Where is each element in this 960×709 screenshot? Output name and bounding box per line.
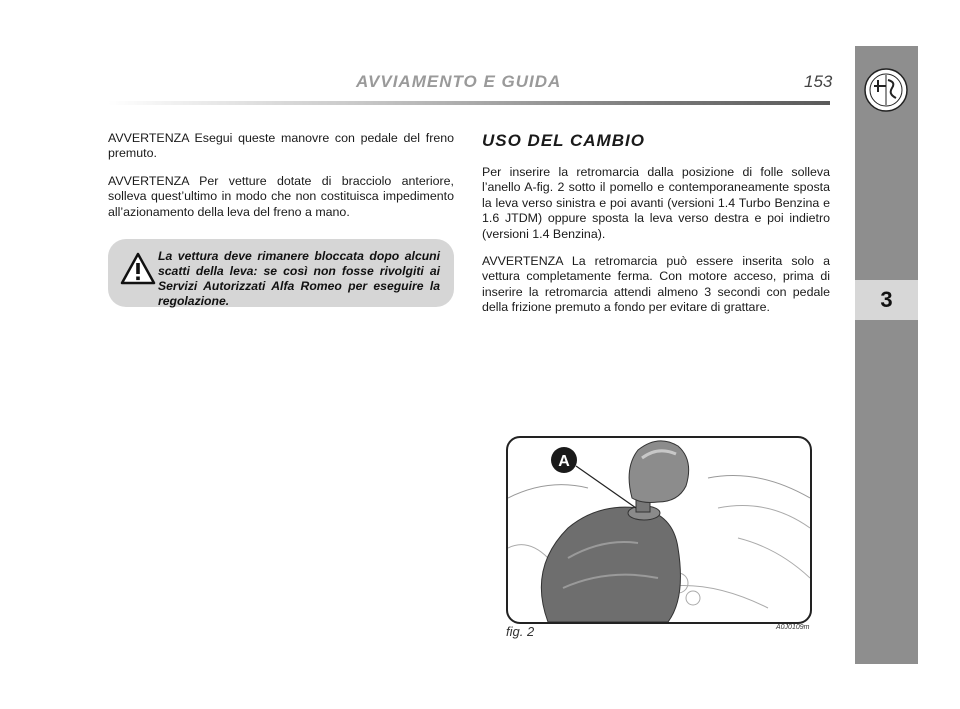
paragraph: AVVERTENZA La retromarcia può essere inserita solo a vettura completamente ferma. Con motore acceso, prima di inserire la retromarcia attendi almeno 3 secondi con pedale della frizione premuto a fondo per evitare di grattare. xyxy=(482,254,830,315)
callout-label: A xyxy=(558,453,570,470)
warning-triangle-icon xyxy=(120,251,156,287)
chapter-side-tab xyxy=(855,46,918,664)
paragraph: Per inserire la retromarcia dalla posizione di folle solleva l’anello A-fig. 2 sotto il pomello e contemporaneamente sposta la leva verso sinistra e poi avanti (versioni 1.4 Turbo Benzina e 1.6 JTDM) oppure sposta la leva verso destra e poi indietro (versioni 1.4 Benzina). xyxy=(482,165,830,241)
paragraph: AVVERTENZA Per vetture dotate di bracciolo anteriore, solleva quest’ultimo in modo che non costituisca impedimento all’azionamento della leva del freno a mano. xyxy=(108,173,454,219)
gear-lever-illustration xyxy=(508,438,810,622)
header-divider xyxy=(108,101,830,105)
warning-text: La vettura deve rimanere bloccata dopo alcuni scatti della leva: se così non fosse rivolgiti ai Servizi Autorizzati Alfa Romeo per eseguire la regolazione. xyxy=(158,249,440,308)
gear-lever-figure xyxy=(506,436,812,624)
alfa-romeo-logo-icon xyxy=(864,68,908,112)
right-column xyxy=(482,131,830,328)
chapter-number: 3 xyxy=(855,280,918,320)
figure-code: A0J0109m xyxy=(776,624,810,631)
left-column xyxy=(108,131,454,232)
page-header-title: AVVIAMENTO E GUIDA xyxy=(356,72,562,91)
warning-box xyxy=(108,239,454,307)
figure-caption: fig. 2 xyxy=(506,624,535,639)
page-number: 153 xyxy=(804,72,833,91)
paragraph: AVVERTENZA Esegui queste manovre con pedale del freno premuto. xyxy=(108,131,454,161)
section-title: USO DEL CAMBIO xyxy=(482,131,645,150)
